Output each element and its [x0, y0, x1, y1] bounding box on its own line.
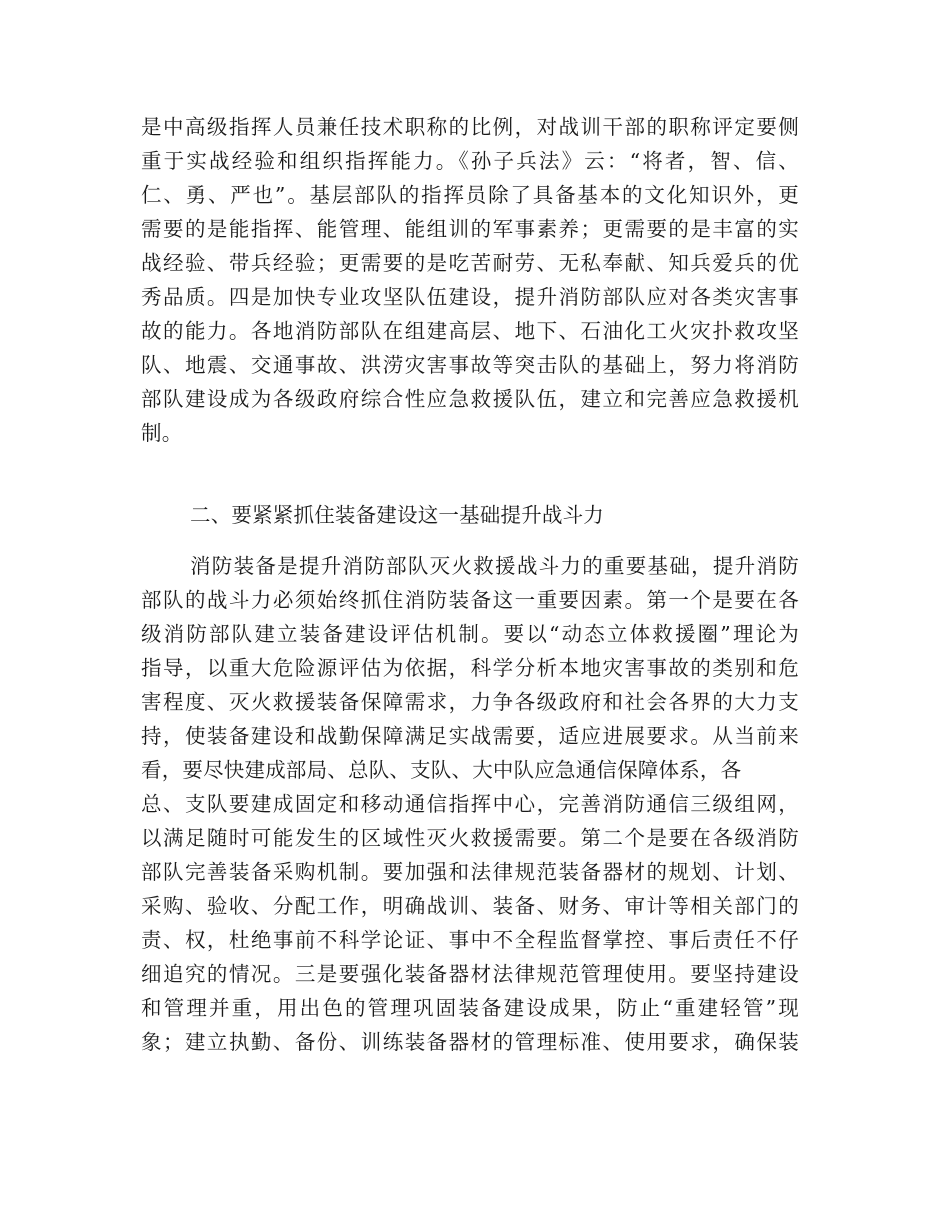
paragraph-line: 故的能力。各地消防部队在组建高层、地下、石油化工火灾扑救攻坚 — [141, 319, 799, 343]
section-heading-text: 二、要紧紧抓住装备建设这一基础提升战斗力 — [190, 503, 604, 527]
paragraph-line: 队、地震、交通事故、洪涝灾害事故等突击队的基础上，努力将消防 — [141, 353, 799, 377]
paragraph-line: 需要的是能指挥、能管理、能组训的军事素养；更需要的是丰富的实 — [141, 217, 799, 241]
paragraph-line: 以满足随时可能发生的区域性灭火救援需要。第二个是要在各级消防 — [141, 826, 799, 850]
paragraph-line: 细追究的情况。三是要强化装备器材法律规范管理使用。要坚持建设 — [141, 962, 799, 986]
paragraph-line: 部队的战斗力必须始终抓住消防装备这一重要因素。第一个是要在各 — [141, 588, 799, 612]
paragraph-line: 重于实战经验和组织指挥能力。《孙子兵法》云：“将者，智、信、 — [141, 149, 799, 173]
paragraph-line: 看，要尽快建成部局、总队、支队、大中队应急通信保障体系，各 — [141, 758, 742, 782]
paragraph-line: 和管理并重，用出色的管理巩固装备建设成果，防止“重建轻管”现 — [141, 996, 799, 1020]
paragraph-line: 持，使装备建设和战勤保障满足实战需要，适应进展要求。从当前来 — [141, 724, 799, 748]
paragraph-line: 秀品质。四是加快专业攻坚队伍建设，提升消防部队应对各类灾害事 — [141, 285, 799, 309]
paragraph-line: 部队完善装备采购机制。要加强和法律规范装备器材的规划、计划、 — [141, 860, 799, 884]
paragraph-line: 总、支队要建成固定和移动通信指挥中心，完善消防通信三级组网， — [141, 792, 799, 816]
paragraph-line: 制。 — [141, 421, 183, 445]
paragraph-line: 部队建设成为各级政府综合性应急救援队伍，建立和完善应急救援机 — [141, 387, 799, 411]
paragraph-line: 害程度、灭火救援装备保障需求，力争各级政府和社会各界的大力支 — [141, 690, 799, 714]
paragraph-line: 责、权，杜绝事前不科学论证、事中不全程监督掌控、事后责任不仔 — [141, 928, 799, 952]
paragraph-line: 级消防部队建立装备建设评估机制。要以“动态立体救援圈”理论为 — [141, 622, 799, 646]
paragraph-line: 是中高级指挥人员兼任技术职称的比例，对战训干部的职称评定要侧 — [141, 115, 799, 139]
paragraph-line: 仁、勇、严也”。基层部队的指挥员除了具备基本的文化知识外，更 — [141, 183, 799, 207]
paragraph-line: 象；建立执勤、备份、训练装备器材的管理标准、使用要求，确保装 — [141, 1030, 799, 1054]
paragraph-line: 指导，以重大危险源评估为依据，科学分析本地灾害事故的类别和危 — [141, 656, 799, 680]
paragraph-line: 采购、验收、分配工作，明确战训、装备、财务、审计等相关部门的 — [141, 894, 799, 918]
paragraph-line: 战经验、带兵经验；更需要的是吃苦耐劳、无私奉献、知兵爱兵的优 — [141, 251, 799, 275]
paragraph-line: 消防装备是提升消防部队灭火救援战斗力的重要基础，提升消防 — [190, 554, 799, 578]
